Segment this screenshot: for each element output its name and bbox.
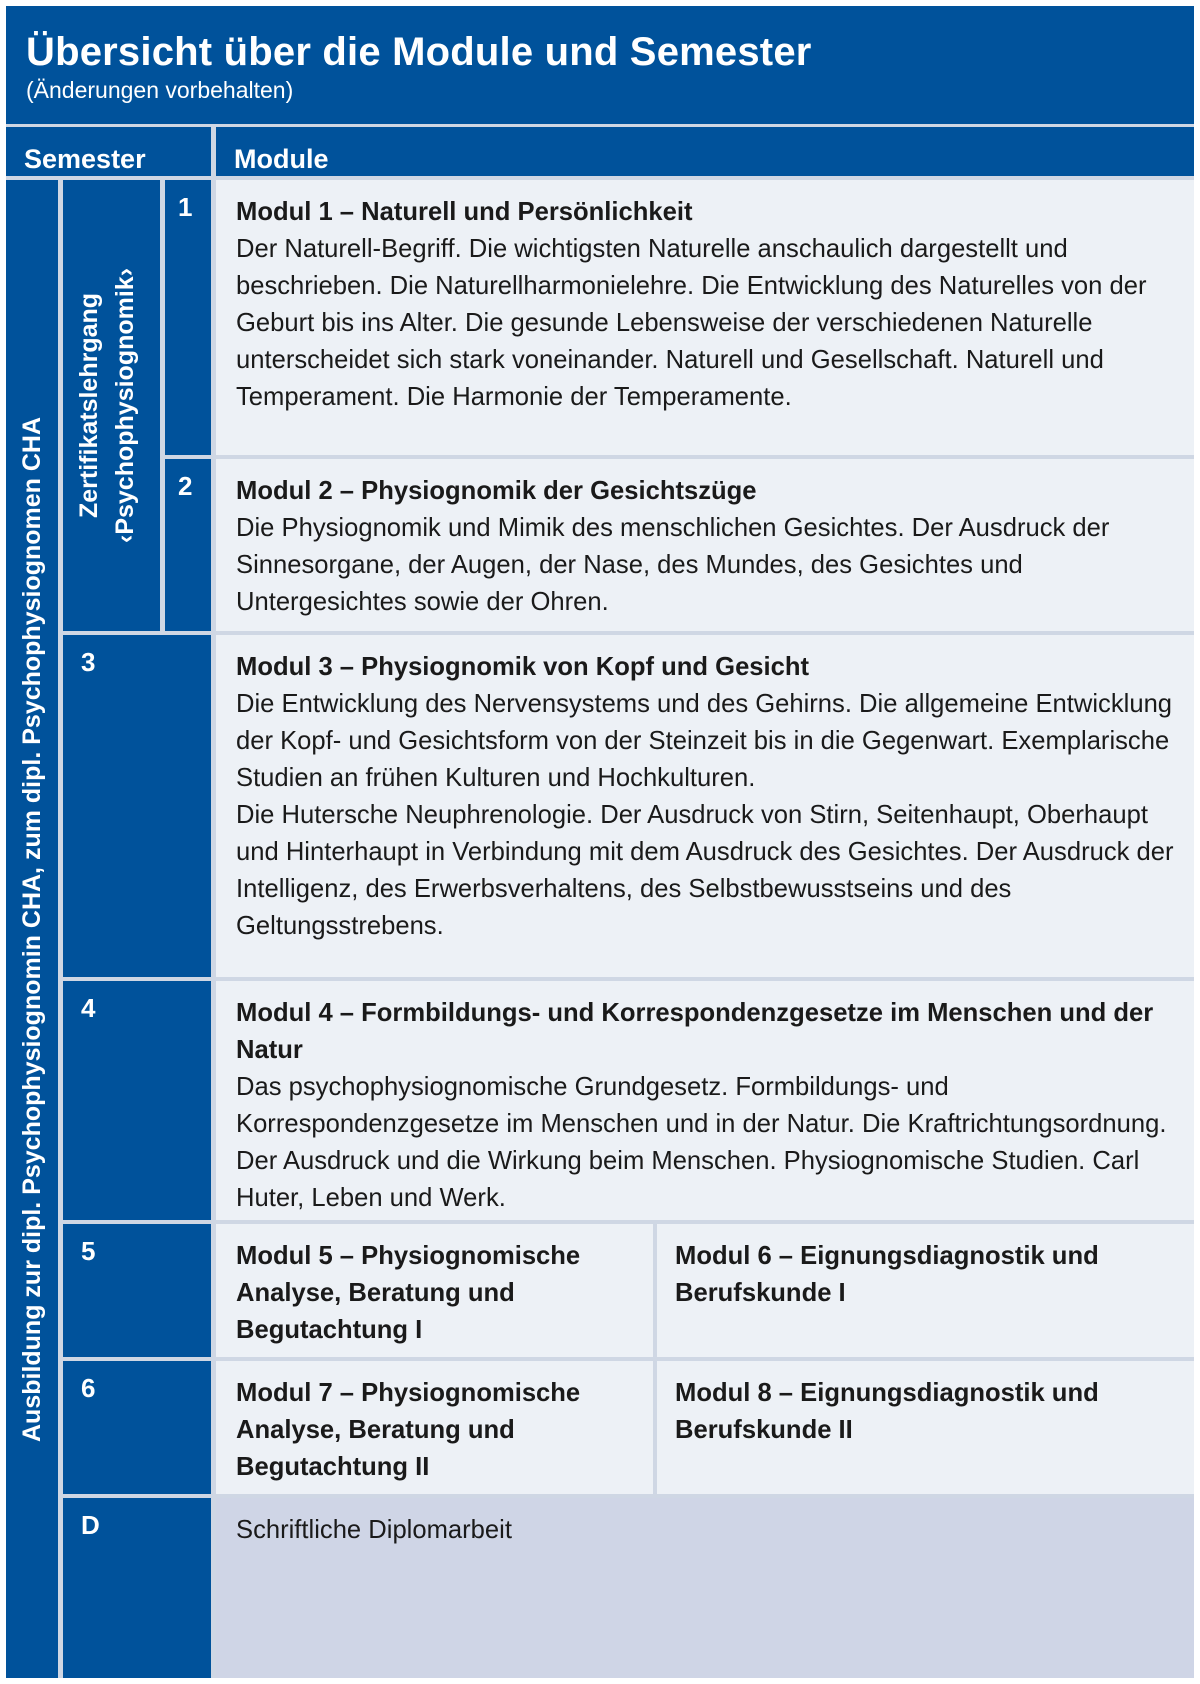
module-6-title: Modul 6 – Eignungsdiagnostik und Berufskunde I: [675, 1242, 1099, 1307]
module-4-description: Das psychophysiognomische Grundgesetz. Formbildungs- und Korrespondenzgesetze im Menschen und in der Natur. Die Kraftrichtungsordnung. Der Ausdruck und die Wirkung beim Menschen. Physiognomische Studien. Carl Huter, Leben und Werk.: [236, 1073, 1167, 1212]
module-8-cell: [657, 1361, 1194, 1494]
degree-program-label: Ausbildung zur dipl. Psychophysiognomin CHA, zum dipl. Psychophysiognomen CHA: [18, 416, 46, 1442]
semester-number-diploma: D: [63, 1498, 211, 1678]
semester-number-4: 4: [63, 981, 211, 1220]
module-column-header: Module: [216, 127, 1194, 176]
page-title: Übersicht über die Module und Semester: [26, 30, 812, 74]
module-5-cell: [216, 1224, 653, 1357]
module-2-cell: [216, 459, 1194, 631]
module-3-title: Modul 3 – Physiognomik von Kopf und Gesicht: [236, 653, 810, 681]
page-subtitle: (Änderungen vorbehalten): [26, 77, 294, 103]
module-2-description: Die Physiognomik und Mimik des menschlichen Gesichtes. Der Ausdruck der Sinnesorgane, der Augen, der Nase, des Mundes, des Gesichtes und Untergesichtes sowie der Ohren.: [236, 514, 1110, 616]
degree-program-label-cell: [6, 180, 58, 1678]
semester-number-5: 5: [63, 1224, 211, 1357]
module-3-cell: [216, 635, 1194, 977]
module-5-title: Modul 5 – Physiognomische Analyse, Beratung und Begutachtung I: [236, 1242, 581, 1344]
module-1-title: Modul 1 – Naturell und Persönlichkeit: [236, 198, 693, 226]
module-overview-table: [6, 6, 1194, 1678]
semester-number-3: 3: [63, 635, 211, 977]
semester-number-6: 6: [63, 1361, 211, 1494]
diploma-thesis-cell: [216, 1498, 1194, 1678]
semester-number-2: 2: [165, 459, 211, 631]
title-block: [6, 6, 1194, 124]
certificate-course-label: [71, 180, 151, 631]
module-2-title: Modul 2 – Physiognomik der Gesichtszüge: [236, 477, 757, 505]
module-3-description-2: Die Hutersche Neuphrenologie. Der Ausdruck von Stirn, Seitenhaupt, Oberhaupt und Hinterhaupt in Verbindung mit dem Ausdruck des Gesichtes. Der Ausdruck der Intelligenz, des Erwerbsverhaltens, des Selbstbewusstseins und des Geltungsstrebens.: [236, 801, 1174, 940]
module-3-description: Die Entwicklung des Nervensystems und des Gehirns. Die allgemeine Entwicklung der Kopf- und Gesichtsform von der Steinzeit bis in die Gegenwart. Exemplarische Studien an frühen Kulturen und Hochkulturen.: [236, 690, 1173, 792]
module-4-cell: [216, 981, 1194, 1220]
module-1-description: Der Naturell-Begriff. Die wichtigsten Naturelle anschaulich dargestellt und beschrieben. Die Naturellharmonielehre. Die Entwicklung des Naturelles von der Geburt bis ins Alter. Die gesunde Lebensweise der verschiedenen Naturelle unterscheidet sich stark voneinander. Naturell und Gesellschaft. Naturell und Temperament. Die Harmonie der Temperamente.: [236, 235, 1147, 411]
semester-column-header: Semester: [6, 127, 211, 176]
diploma-thesis-text: Schriftliche Diplomarbeit: [236, 1516, 512, 1544]
module-7-title: Modul 7 – Physiognomische Analyse, Beratung und Begutachtung II: [236, 1379, 581, 1481]
certificate-course-label-line1: Zertifikatslehrgang: [75, 292, 103, 519]
certificate-course-label-cell: [63, 180, 160, 631]
module-7-cell: [216, 1361, 653, 1494]
module-4-title: Modul 4 – Formbildungs- und Korrespondenzgesetze im Menschen und der Natur: [236, 999, 1154, 1064]
certificate-course-label-line2: ‹Psychophysiognomik›: [111, 267, 139, 544]
module-8-title: Modul 8 – Eignungsdiagnostik und Berufskunde II: [675, 1379, 1099, 1444]
module-1-cell: [216, 180, 1194, 455]
module-6-cell: [657, 1224, 1194, 1357]
semester-number-1: 1: [165, 180, 211, 455]
